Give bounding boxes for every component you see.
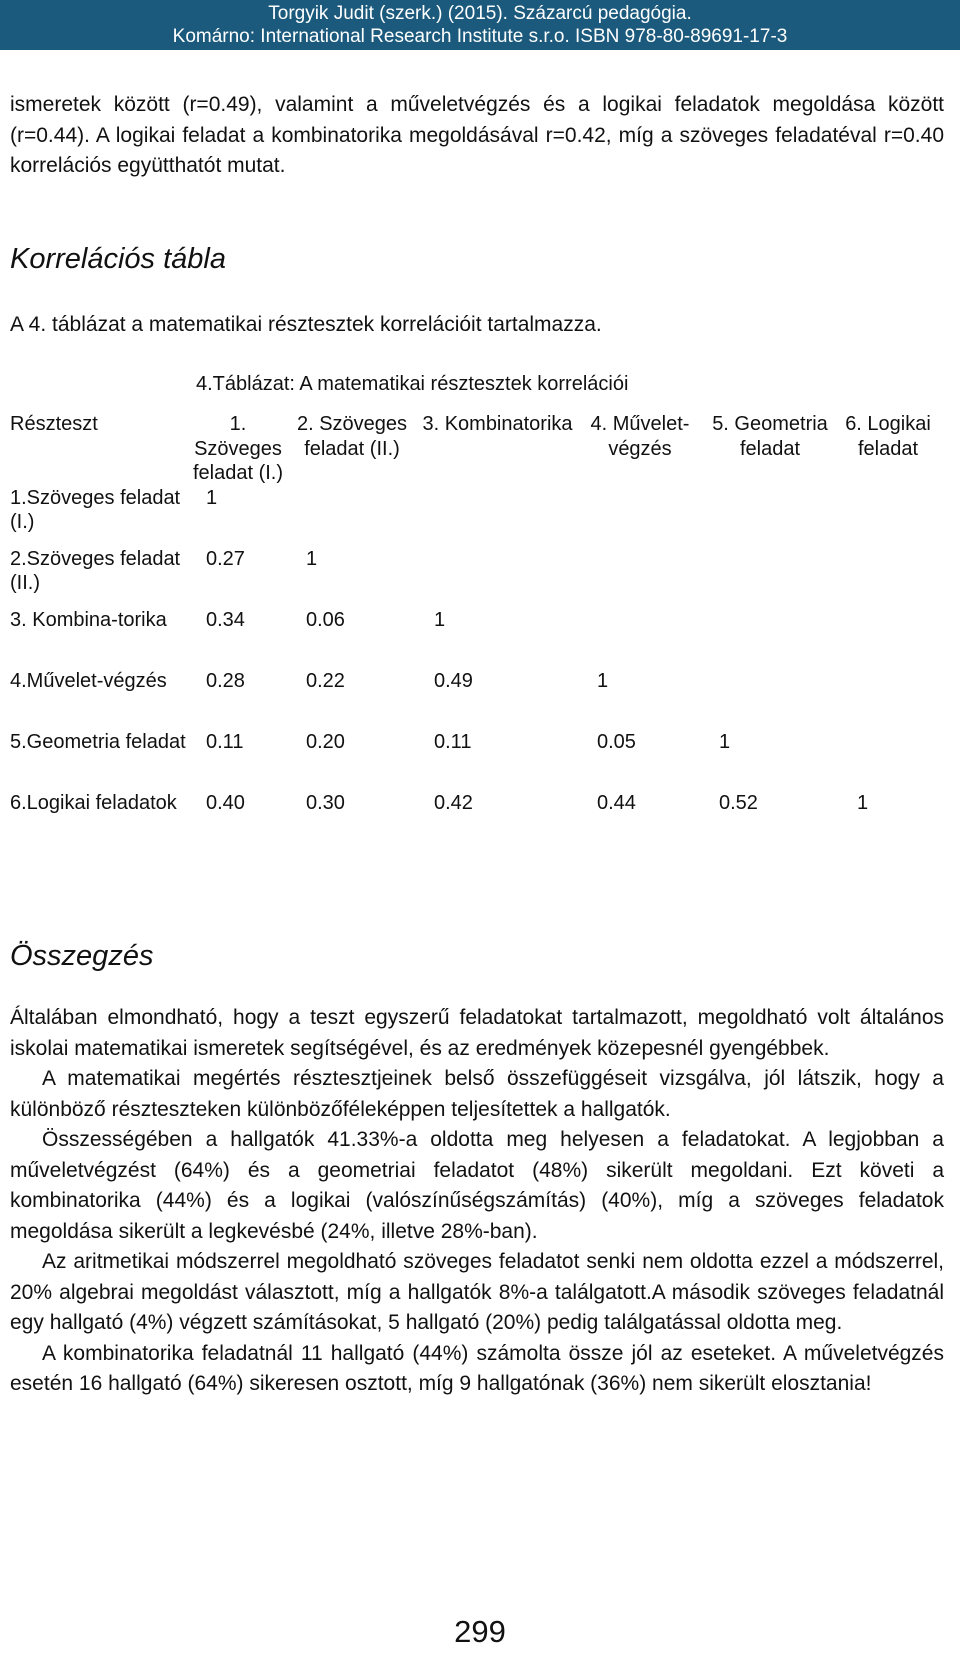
row-header: 5.Geometria feladat xyxy=(10,730,186,753)
section-title-correlation: Korrelációs tábla xyxy=(10,243,226,275)
row-header: 3. Kombina-torika xyxy=(10,608,167,631)
row-header: 6.Logikai feladatok xyxy=(10,791,177,814)
table-cell: 0.40 xyxy=(206,791,245,814)
table-cell: 0.49 xyxy=(434,669,473,692)
table-cell: 0.44 xyxy=(597,791,636,814)
table-cell xyxy=(839,608,937,669)
table-cell xyxy=(288,486,416,547)
table-row xyxy=(10,669,937,730)
table-row xyxy=(10,730,937,791)
table-cell xyxy=(579,486,701,547)
table-cell: 1 xyxy=(719,730,731,753)
table-cell: 1 xyxy=(434,608,446,631)
summary-paragraph: A kombinatorika feladatnál 11 hallgató (44%) számolta össze jól az eseteket. A műveletvégzés esetén 16 hallgató (64%) sikeresen osztott, míg 9 hallgatónak (36%) nem sikerült elosztania! xyxy=(10,1341,944,1395)
table-cell: 0.28 xyxy=(206,669,245,692)
table-cell xyxy=(701,608,839,669)
citation-line-2: Komárno: International Research Institute s.r.o. ISBN 978-80-89691-17-3 xyxy=(172,26,788,47)
table-cell: 0.42 xyxy=(434,791,473,814)
table-row xyxy=(10,547,937,608)
table-cell xyxy=(839,547,937,608)
table-row xyxy=(10,608,937,669)
table-cell: 0.11 xyxy=(434,730,472,753)
table-cell xyxy=(701,547,839,608)
table-row xyxy=(10,791,937,852)
table-header-row xyxy=(10,412,937,486)
table-row xyxy=(10,486,937,547)
page-number: 299 xyxy=(454,1614,506,1649)
table-cell: 0.06 xyxy=(306,608,345,631)
table-cell: 0.30 xyxy=(306,791,345,814)
table-cell: 1 xyxy=(597,669,609,692)
summary-paragraph: Az aritmetikai módszerrel megoldható szöveges feladatot senki nem oldotta ezzel a módszerrel, 20% algebrai megoldást választott, míg a hallgatók 8%-a találgatott.A második szöveges feladatnál egy hallgató (4%) végzett számításokat, 5 hallgató (20%) pedig találgatással oldotta meg. xyxy=(10,1250,944,1334)
table-cell xyxy=(579,608,701,669)
intro-paragraph: ismeretek között (r=0.49), valamint a műveletvégzés és a logikai feladatok megoldása között (r=0.44). A logikai feladat a kombinatorika megoldásával r=0.42, míg a szöveges feladatéval r=0.40 korrelációs együtthatót mutat. xyxy=(10,93,944,177)
row-header: 4.Művelet-végzés xyxy=(10,669,167,692)
table-cell: 0.22 xyxy=(306,669,345,692)
table-cell: 1 xyxy=(857,791,869,814)
table-cell: 0.11 xyxy=(206,730,244,753)
table-cell xyxy=(701,669,839,730)
summary-paragraph: Összességében a hallgatók 41.33%-a oldotta meg helyesen a feladatokat. A legjobban a műveletvégzést (64%) és a geometriai feladatot (48%) sikerült megoldani. Ezt követi a kombinatorika (44%) és a logikai (valószínűségszámítás) (40%), míg a szöveges feladatok megoldása sikerült a legkevésbé (24%, illetve 28%-ban). xyxy=(10,1128,944,1243)
citation-header xyxy=(0,0,960,50)
table-cell xyxy=(839,730,937,791)
table-cell: 0.52 xyxy=(719,791,758,814)
column-header: 1. Szöveges feladat (I.) xyxy=(192,413,284,484)
column-header: 3. Kombinatorika xyxy=(422,413,573,435)
table-cell: 0.20 xyxy=(306,730,345,753)
table-intro: A 4. táblázat a matematikai résztesztek korrelációit tartalmazza. xyxy=(10,313,602,336)
table-cell: 0.27 xyxy=(206,547,245,570)
table-cell: 0.05 xyxy=(597,730,636,753)
table-cell: 1 xyxy=(206,486,218,509)
table-cell xyxy=(579,547,701,608)
summary-section xyxy=(10,1003,944,1400)
citation-line-1: Torgyik Judit (szerk.) (2015). Százarcú pedagógia. xyxy=(268,3,692,24)
column-header: 5. Geometria feladat xyxy=(712,413,828,460)
intro-section xyxy=(10,90,944,182)
summary-paragraph: A matematikai megértés résztesztjeinek belső összefüggéseit vizsgálva, jól látszik, hogy a különböző részteszteken különbözőféleképpen teljesítettek a hallgatók. xyxy=(10,1067,944,1121)
column-header: 6. Logikai feladat xyxy=(845,413,931,460)
table-cell: 1 xyxy=(306,547,318,570)
table-cell: 0.34 xyxy=(206,608,245,631)
summary-paragraph: Általában elmondható, hogy a teszt egyszerű feladatokat tartalmazott, megoldható volt általános iskolai matematikai ismeretek segítségével, és az eredmények közepesnél gyengébbek. xyxy=(10,1006,944,1060)
correlation-table xyxy=(10,412,937,852)
table-cell xyxy=(416,486,579,547)
section-title-summary: Összegzés xyxy=(10,940,154,972)
table-cell xyxy=(701,486,839,547)
column-header: 4. Művelet-végzés xyxy=(590,413,690,460)
table-cell xyxy=(839,486,937,547)
table-cell xyxy=(839,669,937,730)
column-header: 2. Szöveges feladat (II.) xyxy=(296,413,408,460)
row-header: 1.Szöveges feladat (I.) xyxy=(10,486,181,533)
corner-header: Részteszt xyxy=(10,413,98,435)
row-header: 2.Szöveges feladat (II.) xyxy=(10,547,181,594)
table-caption: 4.Táblázat: A matematikai résztesztek korrelációi xyxy=(196,373,629,395)
table-cell xyxy=(416,547,579,608)
